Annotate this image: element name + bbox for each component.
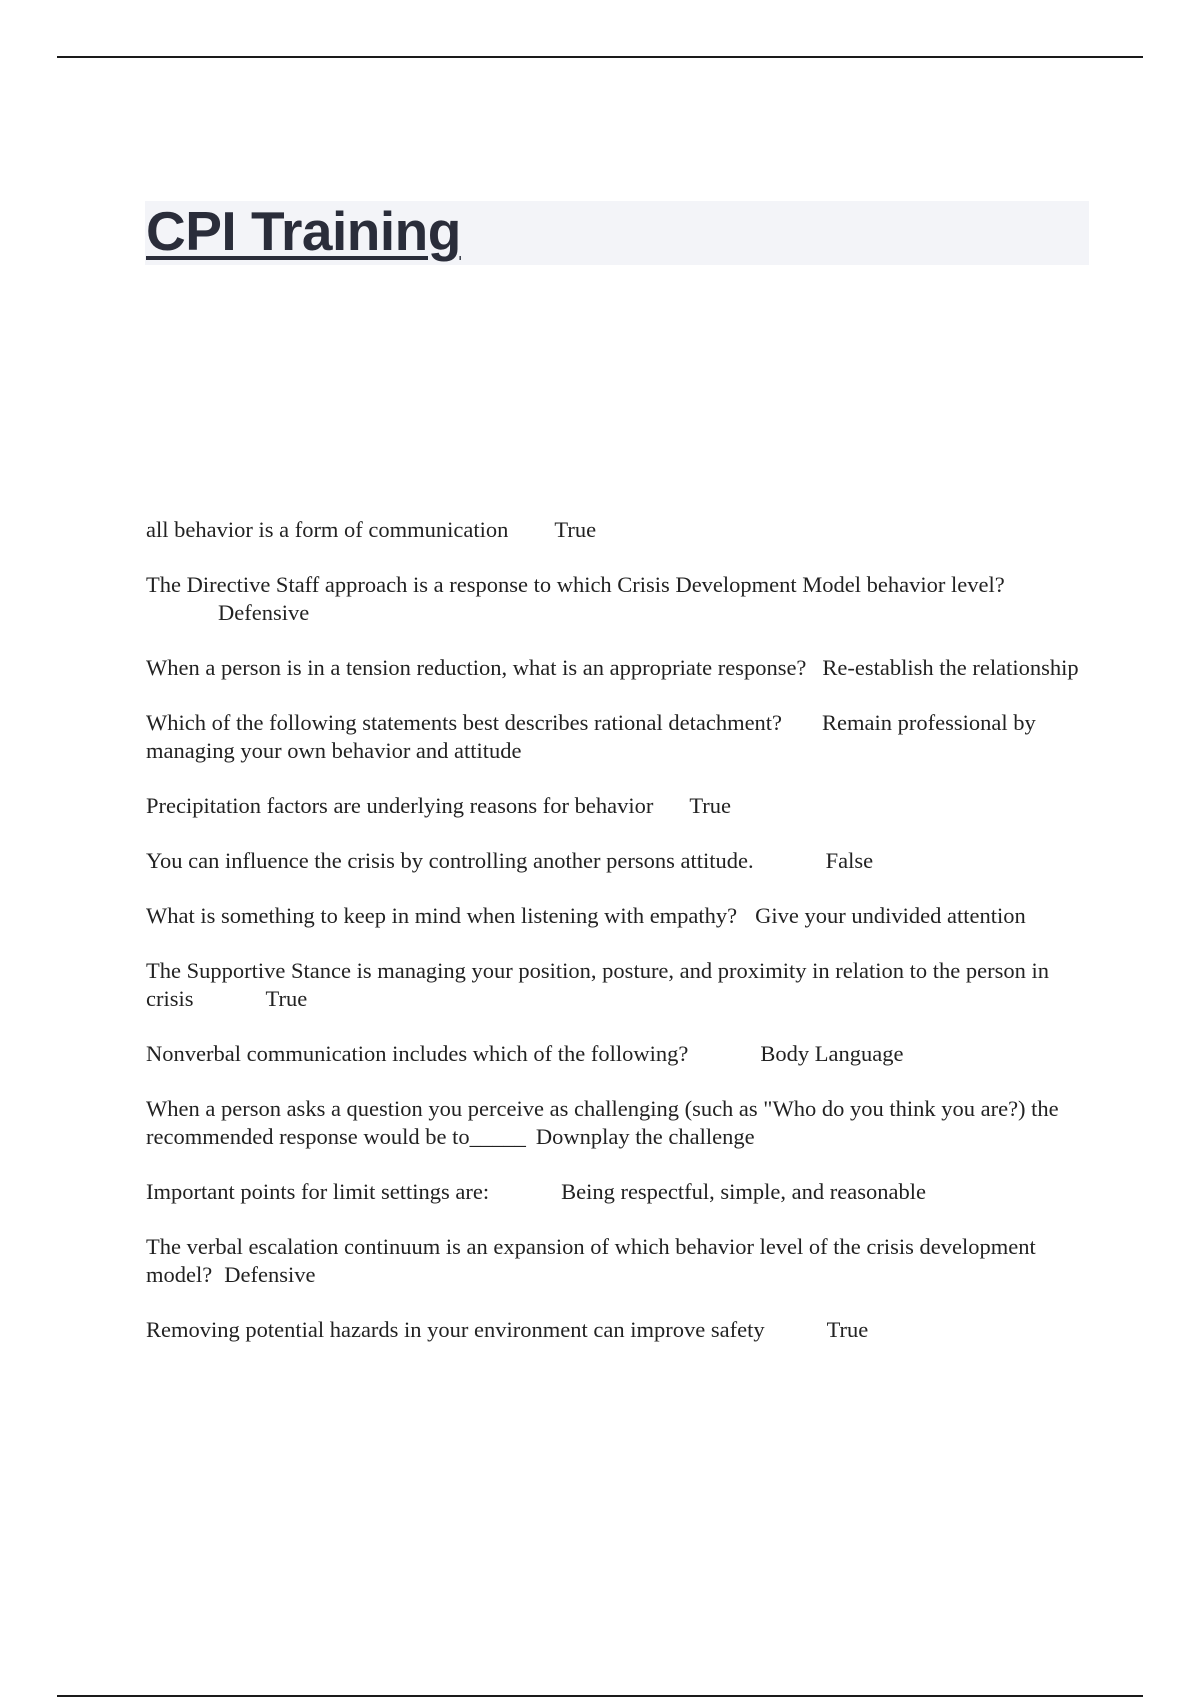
question: Precipitation factors are underlying reasons for behavior [146, 793, 654, 818]
qa-item-8 [146, 957, 1086, 1013]
question: Important points for limit settings are: [146, 1179, 490, 1204]
question: Removing potential hazards in your environment can improve safety [146, 1317, 765, 1342]
qa-item-5 [146, 792, 1086, 820]
qa-item-11 [146, 1178, 1086, 1206]
qa-item-7 [146, 902, 1086, 930]
qa-list [146, 516, 1086, 1371]
question: The verbal escalation continuum is an expansion of which behavior level of the crisis development model? [146, 1234, 1036, 1287]
qa-item-9 [146, 1040, 1086, 1068]
answer: True [689, 793, 732, 818]
question: The Supportive Stance is managing your position, posture, and proximity in relation to the person in crisis [146, 958, 1049, 1011]
answer: Downplay the challenge [535, 1124, 755, 1149]
document-title: CPI Training [146, 200, 461, 262]
answer: True [826, 1317, 869, 1342]
answer: Being respectful, simple, and reasonable [561, 1179, 926, 1204]
question: all behavior is a form of communication [146, 517, 509, 542]
qa-item-1 [146, 516, 1086, 544]
answer: True [265, 986, 308, 1011]
answer: Remain professional by managing your own behavior and attitude [146, 710, 1036, 763]
answer: Re-establish the relationship [822, 655, 1079, 680]
answer: Give your undivided attention [755, 903, 1026, 928]
qa-item-6 [146, 847, 1086, 875]
answer: Defensive [218, 600, 310, 625]
question: What is something to keep in mind when listening with empathy? [146, 903, 738, 928]
answer: Defensive [224, 1262, 316, 1287]
qa-item-2 [146, 571, 1086, 627]
bottom-rule [57, 1695, 1143, 1697]
question: When a person is in a tension reduction, what is an appropriate response? [146, 655, 807, 680]
qa-item-13 [146, 1316, 1086, 1344]
qa-item-12 [146, 1233, 1086, 1289]
qa-item-10 [146, 1095, 1086, 1151]
question: You can influence the crisis by controlling another persons attitude. [146, 848, 754, 873]
qa-item-4 [146, 709, 1086, 765]
answer: Body Language [760, 1041, 904, 1066]
answer: False [825, 848, 874, 873]
question: Nonverbal communication includes which of the following? [146, 1041, 689, 1066]
qa-item-3 [146, 654, 1086, 682]
question: Which of the following statements best describes rational detachment? [146, 710, 783, 735]
top-rule [57, 56, 1143, 58]
answer: True [554, 517, 597, 542]
question: When a person asks a question you perceive as challenging (such as "Who do you think you are?) the recommended response would be to_____ [146, 1096, 1059, 1149]
question: The Directive Staff approach is a response to which Crisis Development Model behavior level? [146, 572, 1005, 597]
